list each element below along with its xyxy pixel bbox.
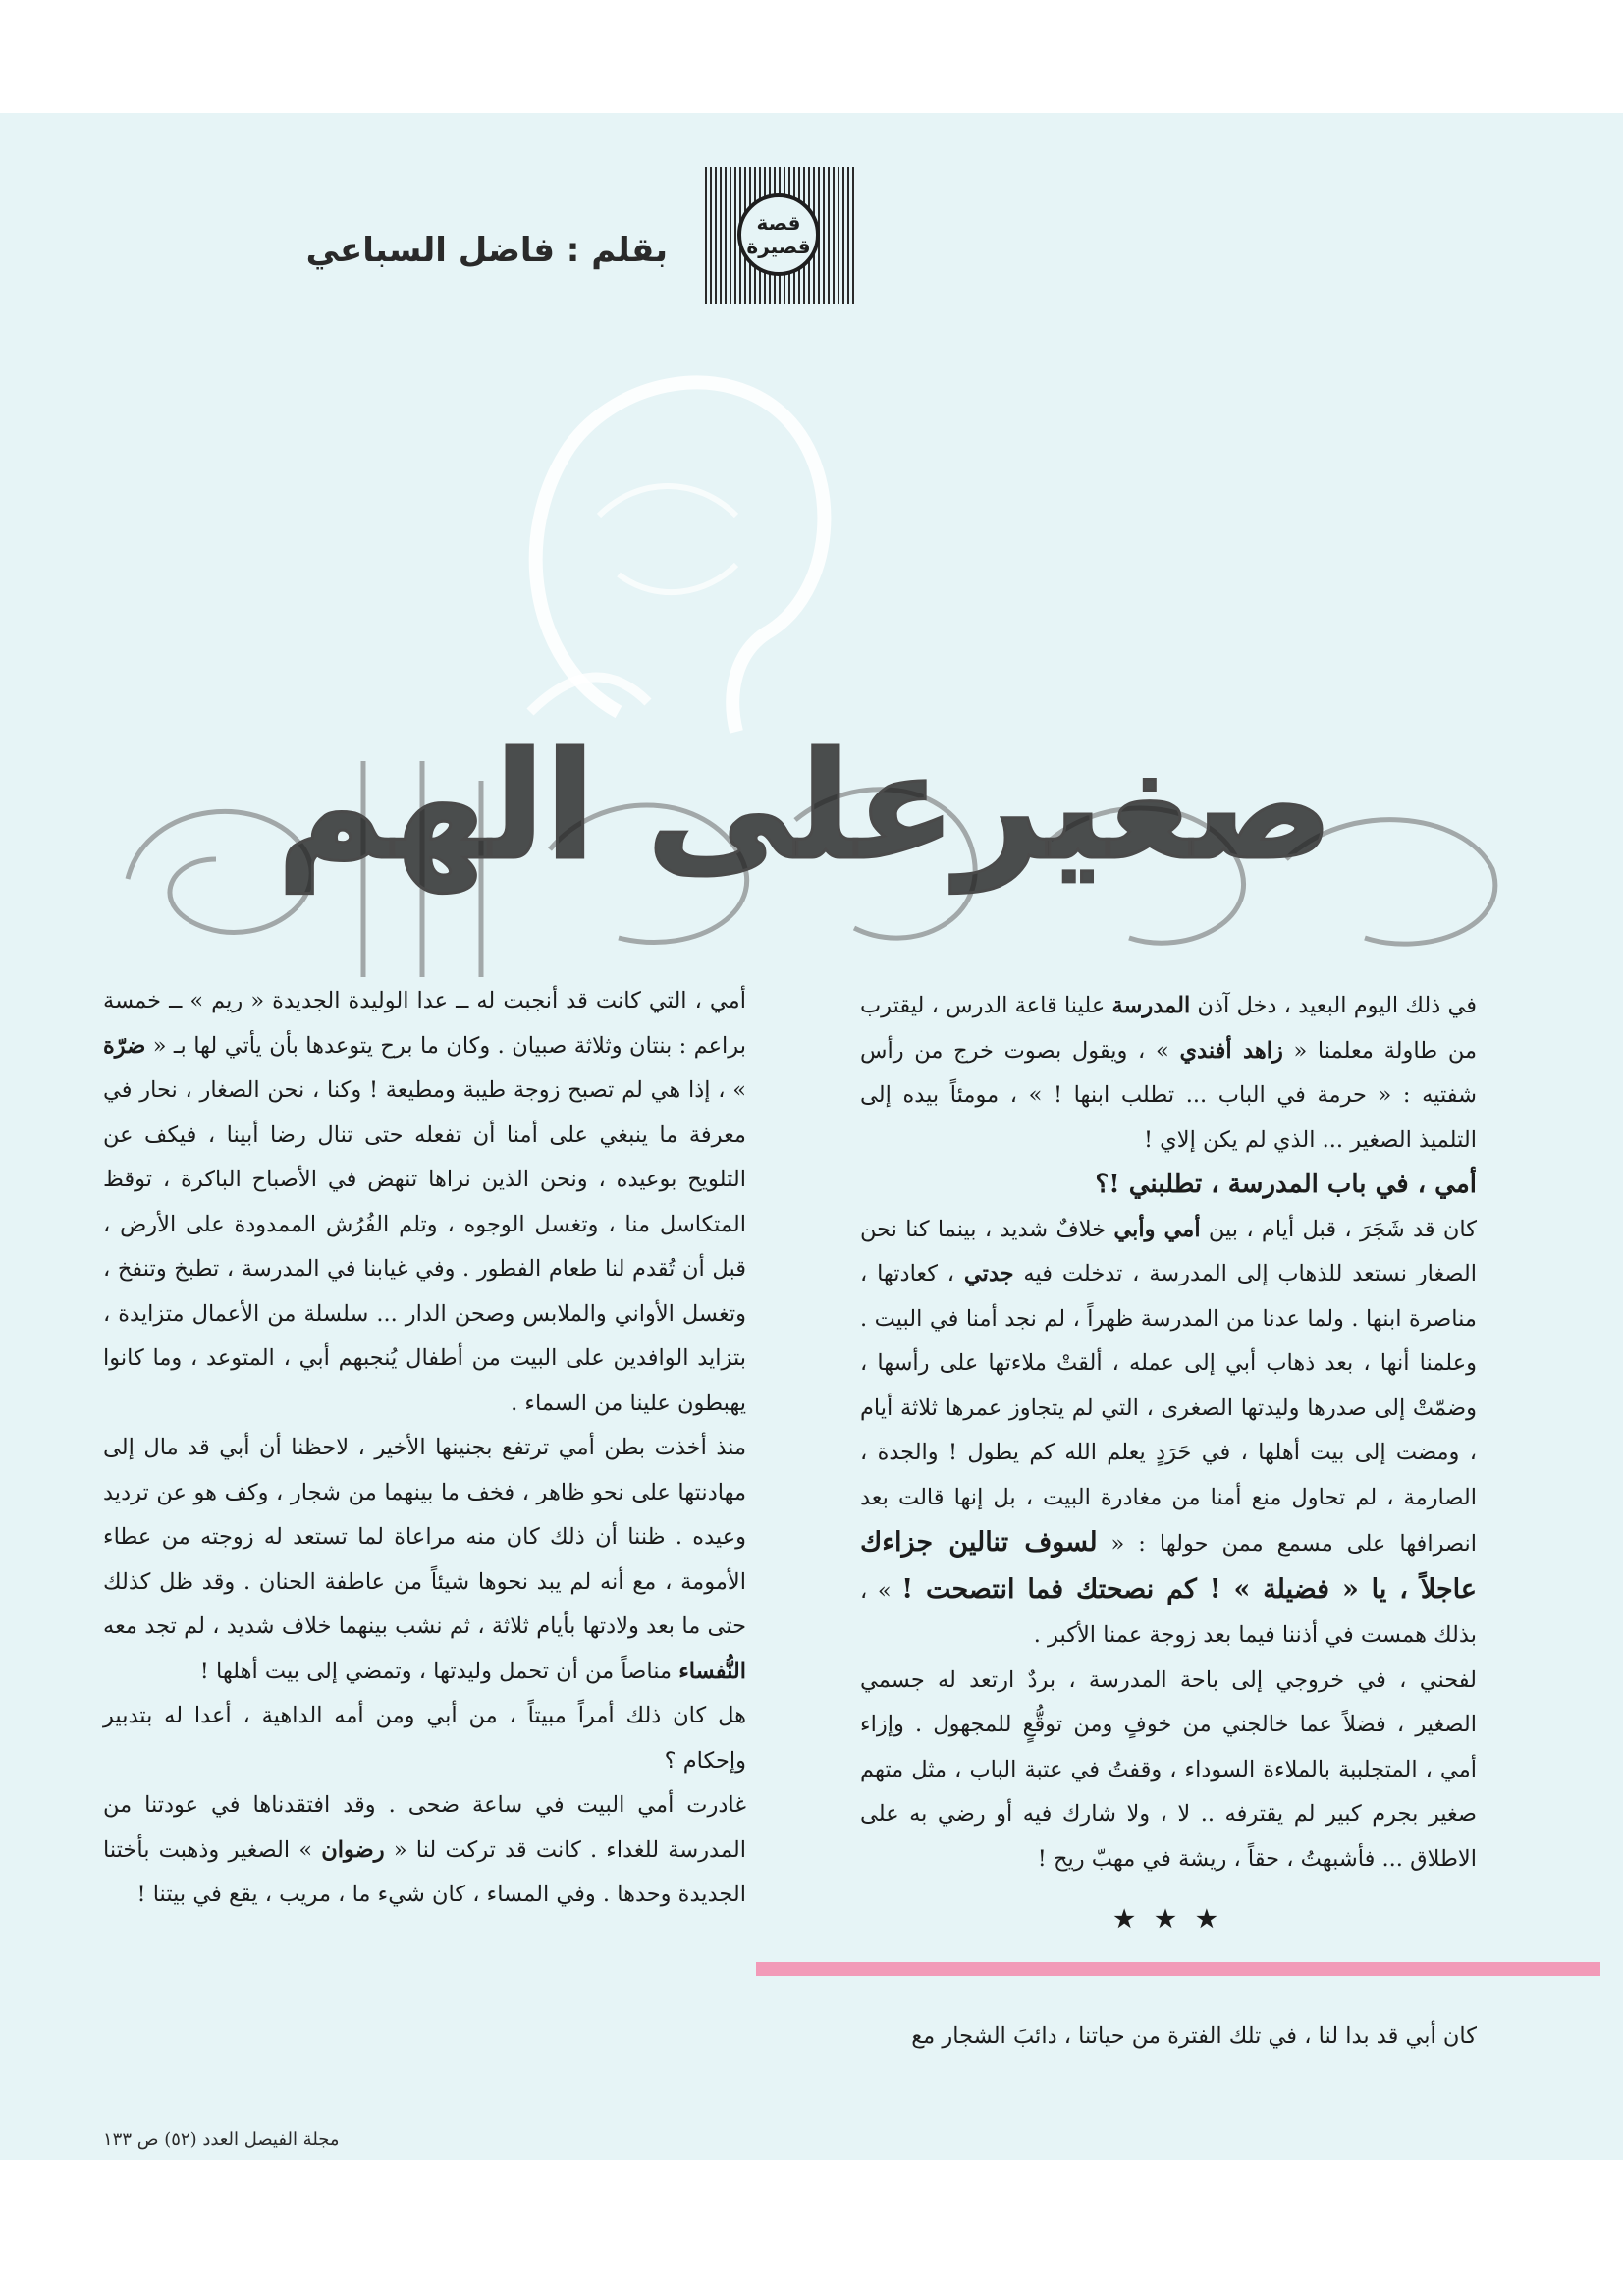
right-column	[860, 984, 1477, 1939]
page-footer: مجلة الفيصل العدد (٥٢) ص ١٣٣	[103, 2129, 340, 2150]
paragraph: لفحني ، في خروجي إلى باحة المدرسة ، بردٌ ارتعد له جسمي الصغير ، فضلاً عما خالجني من خوفٍ ومن توقُّعٍ للمجهول . وإزاء أمي ، المتجلببة بالملاءة السوداء ، وقفتُ في عتبة الباب ، مثل متهم صغير بجرم كبير لم يقترفه .. لا ، ولا شارك فيه أو رضي به على الاطلاق ... فأشبهتُ ، حقاً ، ريشة في مهبّ ريح !	[860, 1667, 1477, 1872]
paragraph: منذ أخذت بطن أمي ترتفع بجنينها الأخير ، لاحظنا أن أبي قد مال إلى مهادنتها على نحو ظاهر ، فخف ما بينهما من شجار ، وكف هو عن ترديد وعيده . ظننا أن ذلك كان منه مراعاة لما تستعد له زوجته من عطاء الأمومة ، مع أنه لم يبد نحوها شيئاً من عاطفة الحنان . وقد ظل كذلك حتى ما بعد ولادتها بأيام ثلاثة ، ثم نشب بينهما خلاف شديد ، لم تجد معه النُّفساء مناصاً من أن تحمل وليدتها ، وتمضي إلى بيت أهلها !	[103, 1435, 746, 1684]
continuation-line: كان أبي قد بدا لنا ، في تلك الفترة من حياتنا ، دائبَ الشجار مع	[911, 2023, 1477, 2049]
paragraph: في ذلك اليوم البعيد ، دخل آذن المدرسة علينا قاعة الدرس ، ليقترب من طاولة معلمنا « زاهد أفندي » ، ويقول بصوت خرج من رأس شفتيه : « حرمة في الباب ... تطلب ابنها ! » ، مومئاً بيده إلى التلميذ الصغير ... الذي لم يكن إلاي !	[860, 993, 1478, 1153]
magazine-page	[0, 113, 1623, 2160]
short-story-badge	[705, 167, 854, 304]
paragraph: كان قد شَجَرَ ، قبل أيام ، بين أمي وأبي خلافٌ شديد ، بينما كنا نحن الصغار نستعد للذهاب إلى المدرسة ، تدخلت فيه جدتي ، كعادتها ، مناصرة ابنها . ولما عدنا من المدرسة ظهراً ، لم نجد أمنا في البيت . وعلمنا أنها ، بعد ذهاب أبي إلى عمله ، ألقتْ ملاءتها على رأسها ، وضمّتْ إلى صدرها وليدتها الصغرى ، التي لم يتجاوز عمرها ثلاثة أيام ، ومضت إلى بيت أهلها ، في حَرَدٍ يعلم الله كم يطول ! والجدة ، الصارمة ، لم تحاول منع أمنا من مغادرة البيت ، بل إنها قالت بعد انصرافها على مسمع ممن حولها : « لسوف تنالين جزاءك عاجلاً ، يا « فضيلة » ! كم نصحتك فما انتصحت ! » ، بذلك همست في أذننا فيما بعد زوجة عمنا الأكبر .	[860, 1216, 1478, 1648]
badge-line2: قصيرة	[746, 235, 811, 258]
short-story-badge-circle	[737, 193, 820, 276]
paragraph: غادرت أمي البيت في ساعة ضحى . وقد افتقدناها في عودتنا من المدرسة للغداء . كانت قد تركت لنا « رضوان » الصغير وذهبت بأختنا الجديدة وحدها . وفي المساء ، كان شيء ما ، مريب ، يقع في بيتنا !	[103, 1792, 746, 1907]
author-byline: بقلم : فاضل السباعي	[305, 231, 668, 270]
paragraph: أمي ، التي كانت قد أنجبت له ــ عدا الوليدة الجديدة « ريم » ــ خمسة براعم : بنتان وثلاثة صبيان . وكان ما برح يتوعدها بأن يأتي لها بـ « ضرّة » ، إذا هي لم تصبح زوجة طيبة ومطيعة ! وكنا ، نحن الصغار ، نحار في معرفة ما ينبغي على أمنا أن تفعله حتى تنال رضا أبينا ، فيكف عن التلويح بوعيده ، ونحن الذين نراها تنهض في الأصباح الباكرة ، توقظ المتكاسل منا ، وتغسل الوجوه ، وتلم الفُرُش الممدودة على الأرض ، قبل أن تُقدم لنا طعام الفطور . وفي غيابنا في المدرسة ، تطبخ وتنفخ ، وتغسل الأواني والملابس وصحن الدار ... سلسلة من الأعمال متزايدة ، بتزايد الوافدين على البيت من أطفال يُنجبهم أبي ، المتوعد ، وما كانوا يهبطون علينا من السماء .	[103, 988, 746, 1416]
background-portrait-sketch	[471, 339, 884, 751]
section-separator-stars: ★ ★ ★	[1113, 1904, 1223, 1933]
left-column	[103, 979, 746, 1918]
badge-line1: قصة	[756, 211, 801, 235]
pink-divider-line	[756, 1962, 1600, 1976]
paragraph: هل كان ذلك أمراً مبيتاً ، من أبي ومن أمه الداهية ، أعدا له بتدبير وإحكام ؟	[103, 1703, 746, 1774]
subheading: أمي ، في باب المدرسة ، تطلبني !؟	[1095, 1170, 1477, 1199]
story-title: صغيرعلى الهم	[276, 722, 1334, 893]
